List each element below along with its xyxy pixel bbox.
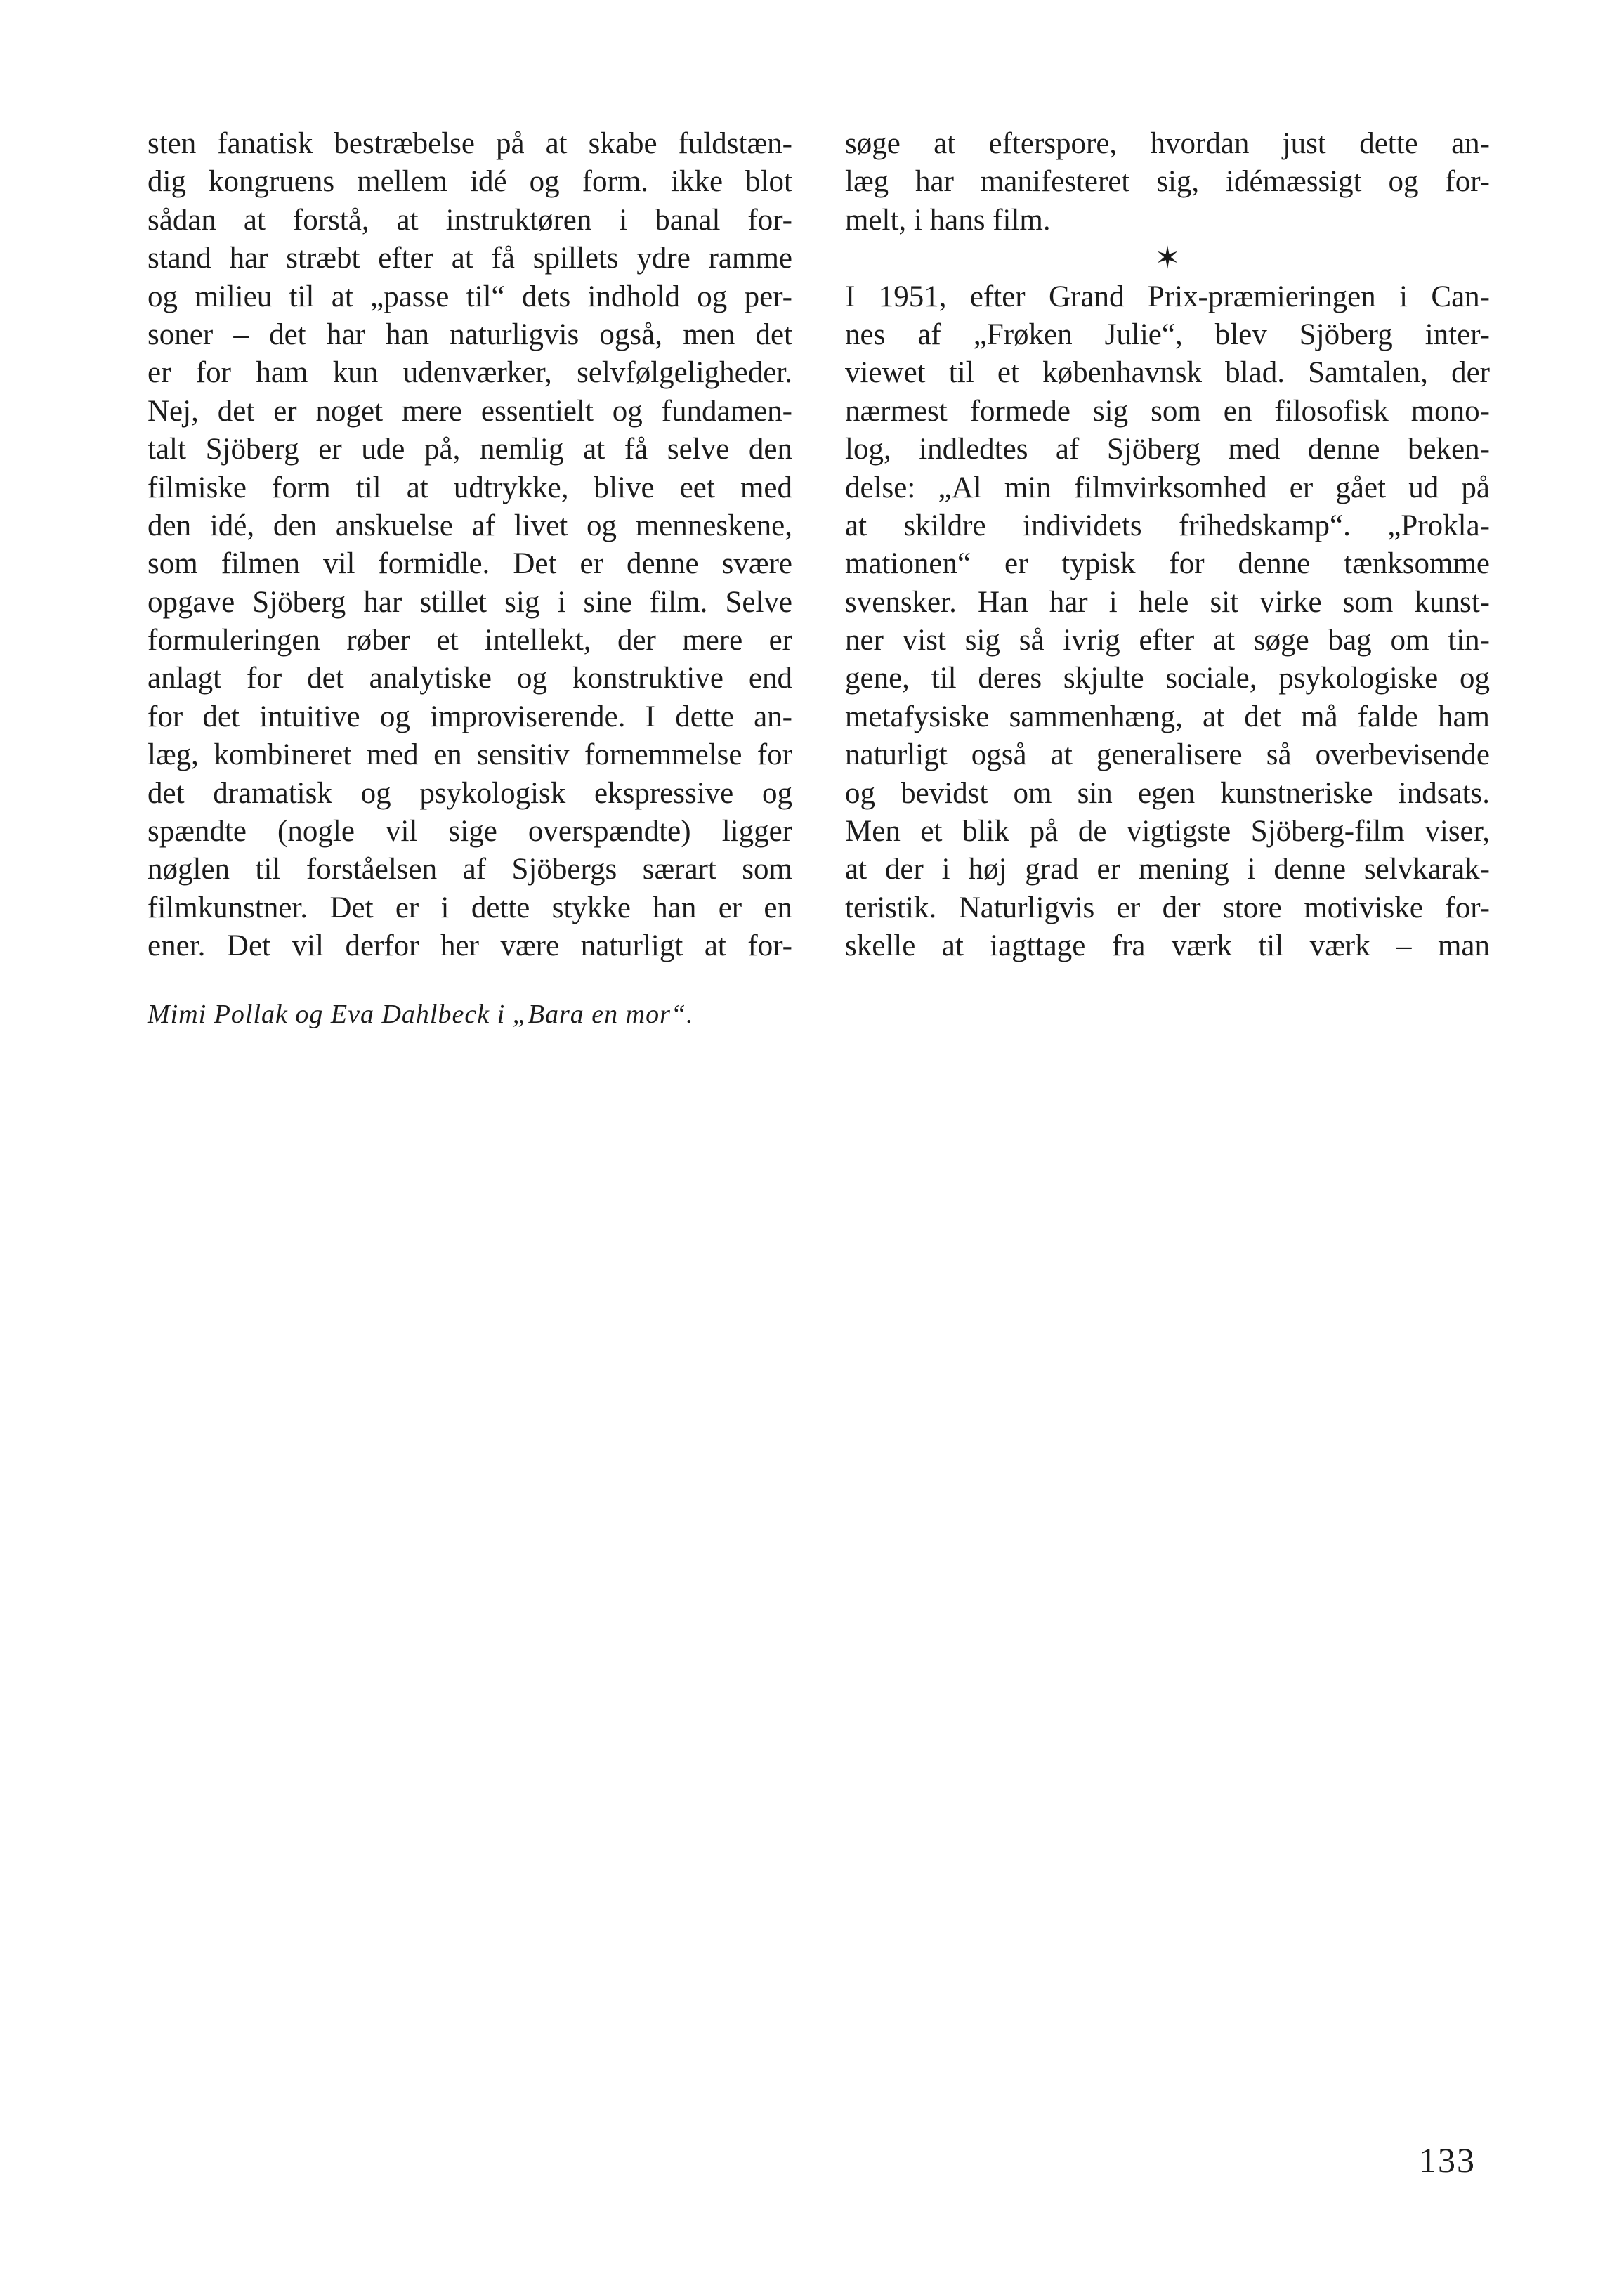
text-line: søge at efterspore, hvordan just dette an-	[845, 127, 1490, 160]
text-line: viewet til et københavnsk blad. Samtalen, der	[845, 356, 1490, 390]
text-line: anlagt for det analytiske og konstruktive end	[148, 662, 792, 695]
text-line: og milieu til at „passe til“ dets indhold og per-	[148, 280, 792, 313]
page-number: 133	[1419, 2140, 1476, 2180]
text-line: teristik. Naturligvis er der store motiviske for-	[845, 891, 1490, 924]
text-line: stand har stræbt efter at få spillets ydre ramme	[148, 242, 792, 275]
text-line: dig kongruens mellem idé og form. ikke blot	[148, 165, 792, 199]
text-line: spændte (nogle vil sige overspændte) ligger	[148, 815, 792, 849]
photo-caption: Mimi Pollak og Eva Dahlbeck i „Bara en mor“.	[148, 1000, 694, 1029]
text-line: den idé, den anskuelse af livet og menneskene,	[148, 509, 792, 542]
text-line: opgave Sjöberg har stillet sig i sine film. Selve	[148, 585, 792, 619]
text-line: nøglen til forståelsen af Sjöbergs særart som	[148, 853, 792, 886]
section-separator-star: ✶	[1154, 241, 1181, 276]
photo-placeholder	[138, 1051, 1503, 2086]
text-line: og bevidst om sin egen kunstneriske indsats.	[845, 776, 1490, 810]
text-line: metafysiske sammenhæng, at det må falde ham	[845, 700, 1490, 733]
text-line: delse: „Al min filmvirksomhed er gået ud på	[845, 471, 1490, 504]
text-line: melt, i hans film.	[845, 203, 1051, 237]
text-line: filmkunstner. Det er i dette stykke han er en	[148, 891, 792, 924]
text-line: talt Sjöberg er ude på, nemlig at få selve den	[148, 433, 792, 466]
text-line: ner vist sig så ivrig efter at søge bag om tin-	[845, 624, 1490, 657]
text-line: læg har manifesteret sig, idémæssigt og for-	[845, 165, 1490, 199]
text-line: svensker. Han har i hele sit virke som kunst-	[845, 585, 1490, 619]
text-line: at skildre individets frihedskamp“. „Prokla-	[845, 509, 1490, 542]
text-line: formuleringen røber et intellekt, der mere er	[148, 624, 792, 657]
text-line: mationen“ er typisk for denne tænksomme	[845, 547, 1490, 581]
text-line: at der i høj grad er mening i denne selvkarak-	[845, 853, 1490, 886]
text-line: nærmest formede sig som en filosofisk mono-	[845, 394, 1490, 428]
text-line: sådan at forstå, at instruktøren i banal for-	[148, 203, 792, 237]
text-line: for det intuitive og improviserende. I dette an-	[148, 700, 792, 733]
text-line: naturligt også at generalisere så overbevisende	[845, 738, 1490, 772]
text-line: log, indledtes af Sjöberg med denne beken-	[845, 433, 1490, 466]
text-line: nes af „Frøken Julie“, blev Sjöberg inter-	[845, 318, 1490, 351]
text-line: sten fanatisk bestræbelse på at skabe fuldstæn-	[148, 127, 792, 160]
text-line: Nej, det er noget mere essentielt og fundamen-	[148, 394, 792, 428]
text-line: ener. Det vil derfor her være naturligt at for-	[148, 929, 792, 963]
text-line: soner – det har han naturligvis også, men det	[148, 318, 792, 351]
text-line: Men et blik på de vigtigste Sjöberg-film viser,	[845, 815, 1490, 849]
text-line: som filmen vil formidle. Det er denne svære	[148, 547, 792, 581]
text-line: er for ham kun udenværker, selvfølgeligheder.	[148, 356, 792, 390]
text-line: det dramatisk og psykologisk ekspressive og	[148, 776, 792, 810]
text-line: filmiske form til at udtrykke, blive eet med	[148, 471, 792, 504]
left-text-column	[148, 125, 792, 966]
text-line: læg, kombineret med en sensitiv fornemmelse for	[148, 738, 792, 772]
text-line: I 1951, efter Grand Prix-præmieringen i Can-	[845, 280, 1490, 313]
right-text-column	[845, 125, 1490, 966]
text-line: gene, til deres skjulte sociale, psykologiske og	[845, 662, 1490, 695]
text-line: skelle at iagttage fra værk til værk – man	[845, 929, 1490, 963]
